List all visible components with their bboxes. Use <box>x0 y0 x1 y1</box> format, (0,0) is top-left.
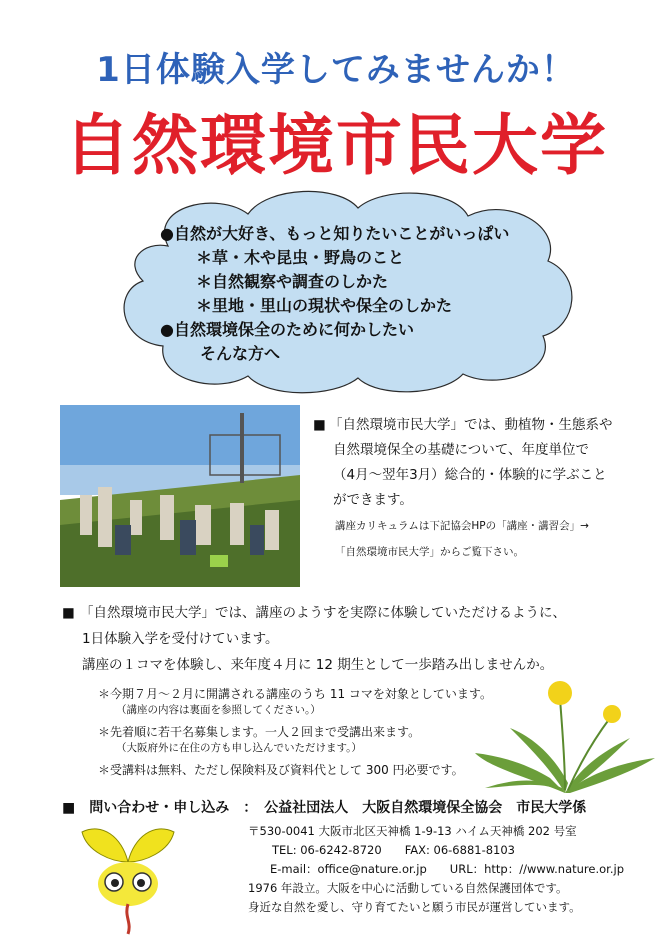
postal-address: 〒530-0041 大阪市北区天神橋 1-9-13 ハイム天神橋 202 号室 <box>248 824 577 838</box>
intro-line: 自然環境保全の基礎について、年度単位で <box>333 442 589 458</box>
intro-section <box>313 413 653 565</box>
trial-section <box>62 600 662 678</box>
cloud-line: ＊自然観察や調査のしかた <box>196 272 389 291</box>
bee-mascot-logo <box>72 822 184 942</box>
email-url: E-mail：office@nature.or.jp URL：http：//www.nature.or.jp <box>270 862 624 876</box>
intro-note: 「自然環境市民大学」からご覧下さい。 <box>335 546 524 558</box>
intro-line: ができます。 <box>333 492 413 508</box>
about-line: 1976 年設立。大阪を中心に活動している自然保護団体です。 <box>248 881 568 895</box>
about-line: 身近な自然を愛し、守り育てたいと願う市民が運営しています。 <box>248 900 581 914</box>
note-item: ＊受講料は無料、ただし保険料及び資料代として 300 円必要です。 <box>98 763 464 777</box>
cloud-text <box>160 222 509 366</box>
note-sub: （講座の内容は裏面を参照してください。） <box>116 704 321 716</box>
trial-line: 講座の１コマを体験し、来年度４月に 12 期生として一歩踏み出しませんか。 <box>82 657 554 673</box>
cloud-line: ●自然環境保全のために何かしたい <box>160 320 414 339</box>
trial-line: 「自然環境市民大学」では、講座のようすを実際に体験していただけるように、 <box>80 605 566 621</box>
contact-details <box>248 822 658 917</box>
cloud-line: ＊里地・里山の現状や保全のしかた <box>196 296 453 315</box>
intro-note: 講座カリキュラムは下記協会HPの「講座・講習会」→ <box>335 520 589 532</box>
intro-line: （4月～翌年3月）総合的・体験的に学ぶこと <box>333 467 607 483</box>
trial-line: 1日体験入学を受付けています。 <box>82 631 279 647</box>
note-item: ＊今期７月～２月に開講される講座のうち 11 コマを対象としています。 <box>98 687 492 701</box>
note-sub: （大阪府外に在住の方も申し込んでいただけます。） <box>116 742 362 754</box>
phone-fax: TEL: 06-6242-8720 FAX: 06-6881-8103 <box>272 843 515 857</box>
cloud-line: ＊草・木や昆虫・野鳥のこと <box>196 248 405 267</box>
notes-list <box>98 686 492 778</box>
note-item: ＊先着順に若干名募集します。一人２回まで受講出来ます。 <box>98 725 421 739</box>
cloud-line: そんな方へ <box>200 344 281 363</box>
square-bullet-icon: ■ <box>62 605 75 621</box>
subtitle: 1日体験入学してみませんか！ <box>96 50 576 90</box>
dandelion-illustration <box>470 668 660 798</box>
cloud-line: ●自然が大好き、もっと知りたいことがいっぱい <box>160 224 510 243</box>
square-bullet-icon: ■ <box>313 417 326 433</box>
intro-line: 「自然環境市民大学」では、動植物・生態系や <box>329 417 613 433</box>
page-title: 自然環境市民大学 <box>64 107 608 184</box>
field-class-photo <box>60 405 300 587</box>
contact-heading: ■ 問い合わせ・申し込み ： 公益社団法人 大阪自然環境保全協会 市民大学係 <box>62 800 587 816</box>
